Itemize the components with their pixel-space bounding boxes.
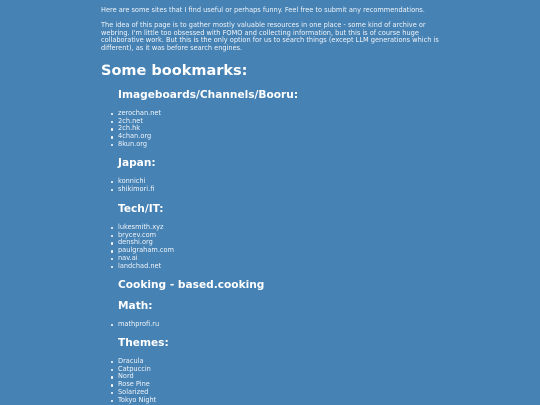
list-item-link[interactable]: lukesmith.xyz — [118, 224, 174, 232]
section-themes — [118, 336, 418, 404]
link-list — [118, 178, 154, 193]
section-math — [118, 299, 418, 328]
section-title: Themes: — [118, 337, 169, 349]
intro-paragraph: The idea of this page is to gather mostly valuable resources in one place - some kind of archive or webring. I'm little too obsessed with FOMO and collecting information, but this is of course huge collaborative work. But this is the only option for us to search things (except LLM generations which is different), as it was before search engines. — [101, 21, 439, 52]
list-item-link[interactable]: Catpuccin — [118, 366, 156, 374]
section-japan — [118, 156, 418, 193]
section-tech-it — [118, 202, 418, 270]
section-cooking — [118, 278, 418, 292]
list-item-link[interactable]: Tokyo Night — [118, 395, 157, 404]
list-item-link[interactable]: 2ch.net — [118, 118, 161, 126]
list-item-link[interactable]: 2ch.hk — [118, 125, 161, 133]
list-item-link[interactable]: denshi.org — [118, 239, 174, 247]
list-item-link[interactable]: paulgraham.com — [118, 246, 174, 255]
section-imageboards — [118, 88, 418, 148]
link-list — [118, 358, 156, 404]
list-item-link[interactable]: landchad.net — [118, 263, 174, 271]
link-list — [118, 110, 161, 149]
link-list — [118, 321, 159, 329]
link-list — [118, 224, 174, 270]
list-item-link[interactable]: shikimori.fi — [118, 184, 155, 193]
section-title[interactable]: Cooking - based.cooking — [118, 279, 265, 291]
list-item-link[interactable]: Rose Pine — [118, 381, 156, 389]
list-item-link[interactable]: brycev.com — [118, 232, 174, 240]
section-title: Japan: — [118, 157, 156, 169]
section-title: Tech/IT: — [118, 203, 164, 215]
section-title: Imageboards/Channels/Booru: — [118, 89, 299, 101]
list-item-link[interactable]: mathprofi.ru — [118, 320, 160, 328]
intro-paragraph: Here are some sites that I find useful or perhaps funny. Feel free to submit any recommendations. — [101, 6, 425, 14]
list-item-link[interactable]: Dracula — [118, 358, 156, 366]
list-item-link[interactable]: konnichi — [118, 178, 154, 186]
list-item-link[interactable]: 4chan.org — [118, 133, 161, 141]
list-item-link[interactable]: Nord — [118, 373, 156, 381]
section-title: Math: — [118, 300, 153, 312]
page-heading: Some bookmarks: — [101, 63, 248, 79]
list-item-link[interactable]: 8kun.org — [118, 141, 161, 149]
list-item-link[interactable]: Solarized — [118, 389, 156, 397]
list-item-link[interactable]: zerochan.net — [118, 109, 162, 117]
list-item-link[interactable]: nav.ai — [118, 255, 174, 263]
